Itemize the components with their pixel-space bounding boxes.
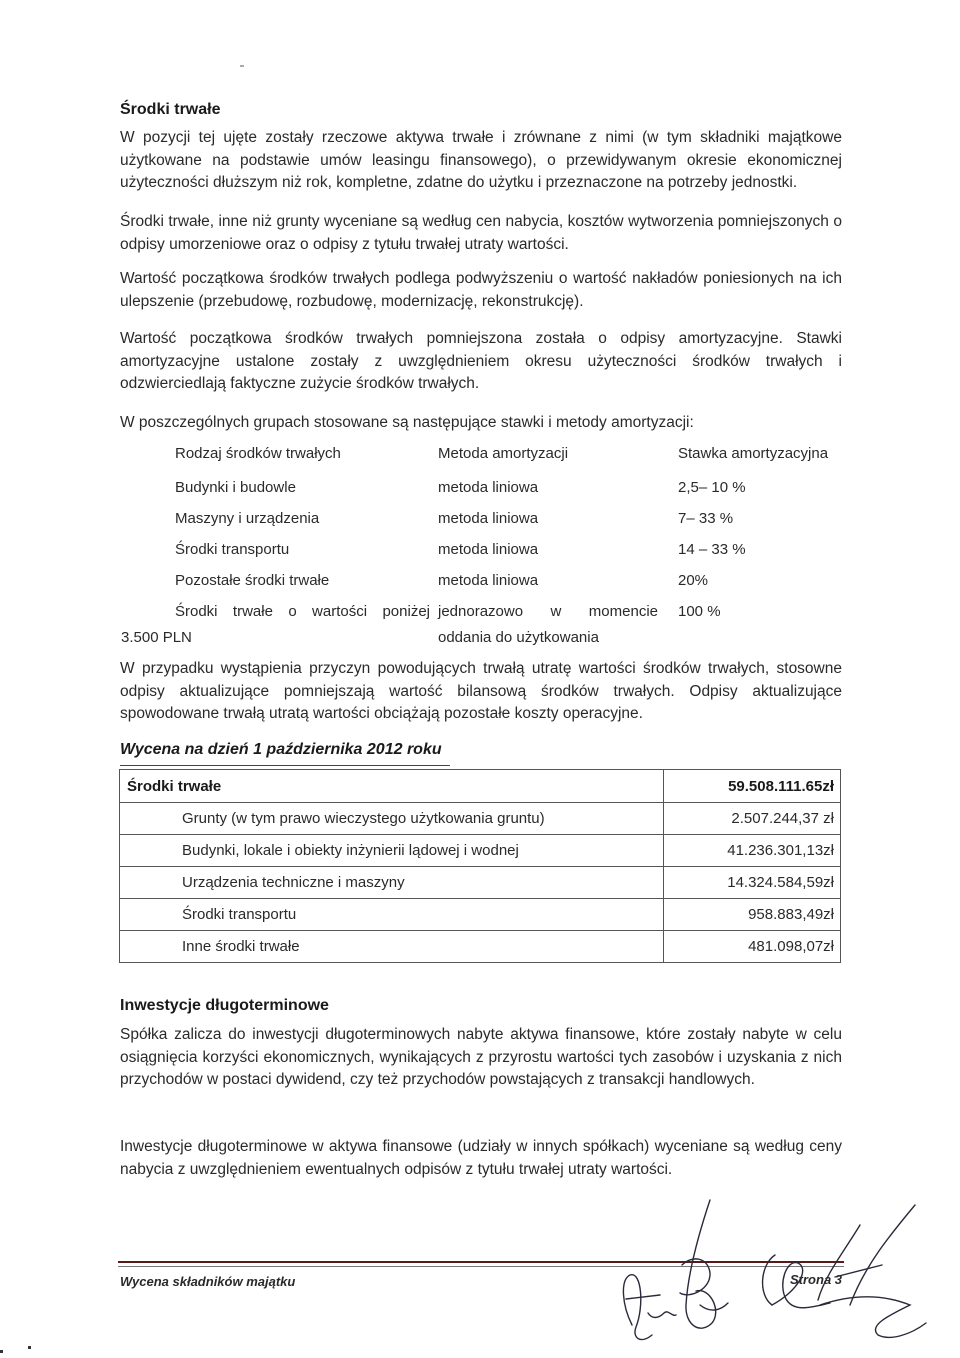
valuation-row-label: Urządzenia techniczne i maszyny bbox=[120, 867, 664, 899]
table-row bbox=[120, 931, 841, 963]
rates-header-method: Metoda amortyzacji bbox=[438, 445, 569, 462]
rates-cell-type: Maszyny i urządzenia bbox=[175, 510, 320, 527]
rates-cell-method: metoda liniowa bbox=[438, 510, 539, 527]
rates-cell-type-cont: 3.500 PLN bbox=[121, 629, 192, 646]
scan-speck bbox=[28, 1346, 31, 1349]
valuation-table bbox=[119, 769, 841, 963]
rates-header-rate: Stawka amortyzacyjna bbox=[678, 445, 829, 462]
rates-header-type: Rodzaj środków trwałych bbox=[175, 445, 341, 462]
rates-cell-rate: 20% bbox=[678, 572, 709, 589]
valuation-total-value: 59.508.111.65zł bbox=[664, 770, 841, 803]
table-row bbox=[120, 835, 841, 867]
paragraph-3: Wartość początkowa środków trwałych podlega podwyższeniu o wartość nakładów poniesionych na ich ulepszenie (przebudowę, rozbudowę, modernizację, rekonstrukcję). bbox=[120, 270, 842, 310]
paragraph-7: Spółka zalicza do inwestycji długoterminowych nabyte aktywa finansowe, które zostały nabyte w celu osiągnięcia korzyści ekonomicznych, wynikających z przyrostu wartości tych zasobów i uzyskania z nich przychodów w postaci dywidend, czy też przychodów powstających z transakcji handlowych. bbox=[120, 1026, 842, 1088]
rates-cell-type: Pozostałe środki trwałe bbox=[175, 572, 330, 589]
rates-cell-method: jednorazowo w momencie bbox=[438, 603, 658, 620]
valuation-row-value: 958.883,49zł bbox=[664, 899, 841, 931]
rates-header-row bbox=[175, 445, 855, 467]
rates-cell-method: metoda liniowa bbox=[438, 479, 539, 496]
rates-cell-rate: 100 % bbox=[678, 603, 721, 620]
valuation-total-label: Środki trwałe bbox=[120, 770, 664, 803]
rates-cell-method: metoda liniowa bbox=[438, 572, 539, 589]
rates-cell-method-cont: oddania do użytkowania bbox=[438, 629, 599, 646]
scan-speck bbox=[0, 1350, 3, 1353]
valuation-row-value: 481.098,07zł bbox=[664, 931, 841, 963]
handwritten-signatures-icon bbox=[560, 1195, 940, 1355]
paragraph-1: W pozycji tej ujęte zostały rzeczowe aktywa trwałe i zrównane z nimi (w tym składniki majątkowe użytkowane na podstawie umów leasingu finansowego), o przewidywanym okresie ekonomicznej użyteczności dłuższym niż rok, kompletne, zdatne do użytku i przeznaczone na potrzeby jednostki. bbox=[120, 129, 842, 191]
rates-cell-type: Budynki i budowle bbox=[175, 479, 296, 496]
rates-row bbox=[175, 541, 855, 563]
rates-row bbox=[175, 510, 855, 532]
rates-cell-type: Środki trwałe o wartości poniżej bbox=[175, 603, 430, 620]
valuation-row-value: 2.507.244,37 zł bbox=[664, 803, 841, 835]
paragraph-5: W poszczególnych grupach stosowane są następujące stawki i metody amortyzacji: bbox=[120, 414, 694, 431]
rates-cell-type: Środki transportu bbox=[175, 541, 290, 558]
valuation-row-value: 41.236.301,13zł bbox=[664, 835, 841, 867]
paragraph-4: Wartość początkowa środków trwałych pomniejszona została o odpisy amortyzacyjne. Stawki amortyzacyjne ustalone zostały z uwzględnieniem okresu użyteczności środków trwałych i odzwierciedlają faktyczne zużycie środków trwałych. bbox=[120, 330, 842, 392]
rates-row-low-value bbox=[175, 603, 855, 625]
valuation-total-row bbox=[120, 770, 841, 803]
rates-cell-rate: 14 – 33 % bbox=[678, 541, 746, 558]
valuation-row-label: Inne środki trwałe bbox=[120, 931, 664, 963]
table-row bbox=[120, 803, 841, 835]
section-title-long-term-investments: Inwestycje długoterminowe bbox=[120, 997, 329, 1014]
section-title-fixed-assets: Środki trwałe bbox=[120, 101, 221, 118]
table-row bbox=[120, 867, 841, 899]
rates-cell-rate: 7– 33 % bbox=[678, 510, 734, 527]
page-number: Strona 3 bbox=[790, 1272, 843, 1287]
paragraph-8: Inwestycje długoterminowe w aktywa finansowe (udziały w innych spółkach) wyceniane są według ceny nabycia z uwzględnieniem ewentualnych odpisów z tytułu trwałej utraty wartości. bbox=[120, 1138, 842, 1178]
valuation-row-label: Grunty (w tym prawo wieczystego użytkowania gruntu) bbox=[120, 803, 664, 835]
rates-row-low-value-cont bbox=[121, 629, 855, 651]
valuation-row-label: Budynki, lokale i obiekty inżynierii lądowej i wodnej bbox=[120, 835, 664, 867]
paragraph-2: Środki trwałe, inne niż grunty wyceniane są według cen nabycia, kosztów wytworzenia pomniejszonych o odpisy umorzeniowe oraz o odpisy z tytułu trwałej utraty wartości. bbox=[120, 213, 842, 253]
valuation-row-value: 14.324.584,59zł bbox=[664, 867, 841, 899]
paragraph-6: W przypadku wystąpienia przyczyn powodujących trwałą utratę wartości środków trwałych, stosowne odpisy aktualizujące pomniejszają wartość bilansową środków trwałych. Odpisy aktualizujące spowodowane trwałą utratą wartości obciążają pozostałe koszty operacyjne. bbox=[120, 660, 842, 722]
footer-title: Wycena składników majątku bbox=[120, 1274, 296, 1289]
valuation-title: Wycena na dzień 1 października 2012 roku bbox=[120, 741, 442, 758]
valuation-row-label: Środki transportu bbox=[120, 899, 664, 931]
table-row bbox=[120, 899, 841, 931]
rates-row bbox=[175, 479, 855, 501]
scan-mark bbox=[240, 65, 244, 67]
rates-cell-rate: 2,5– 10 % bbox=[678, 479, 746, 496]
rates-row bbox=[175, 572, 855, 594]
valuation-title-underline bbox=[120, 765, 450, 766]
rates-cell-method: metoda liniowa bbox=[438, 541, 539, 558]
